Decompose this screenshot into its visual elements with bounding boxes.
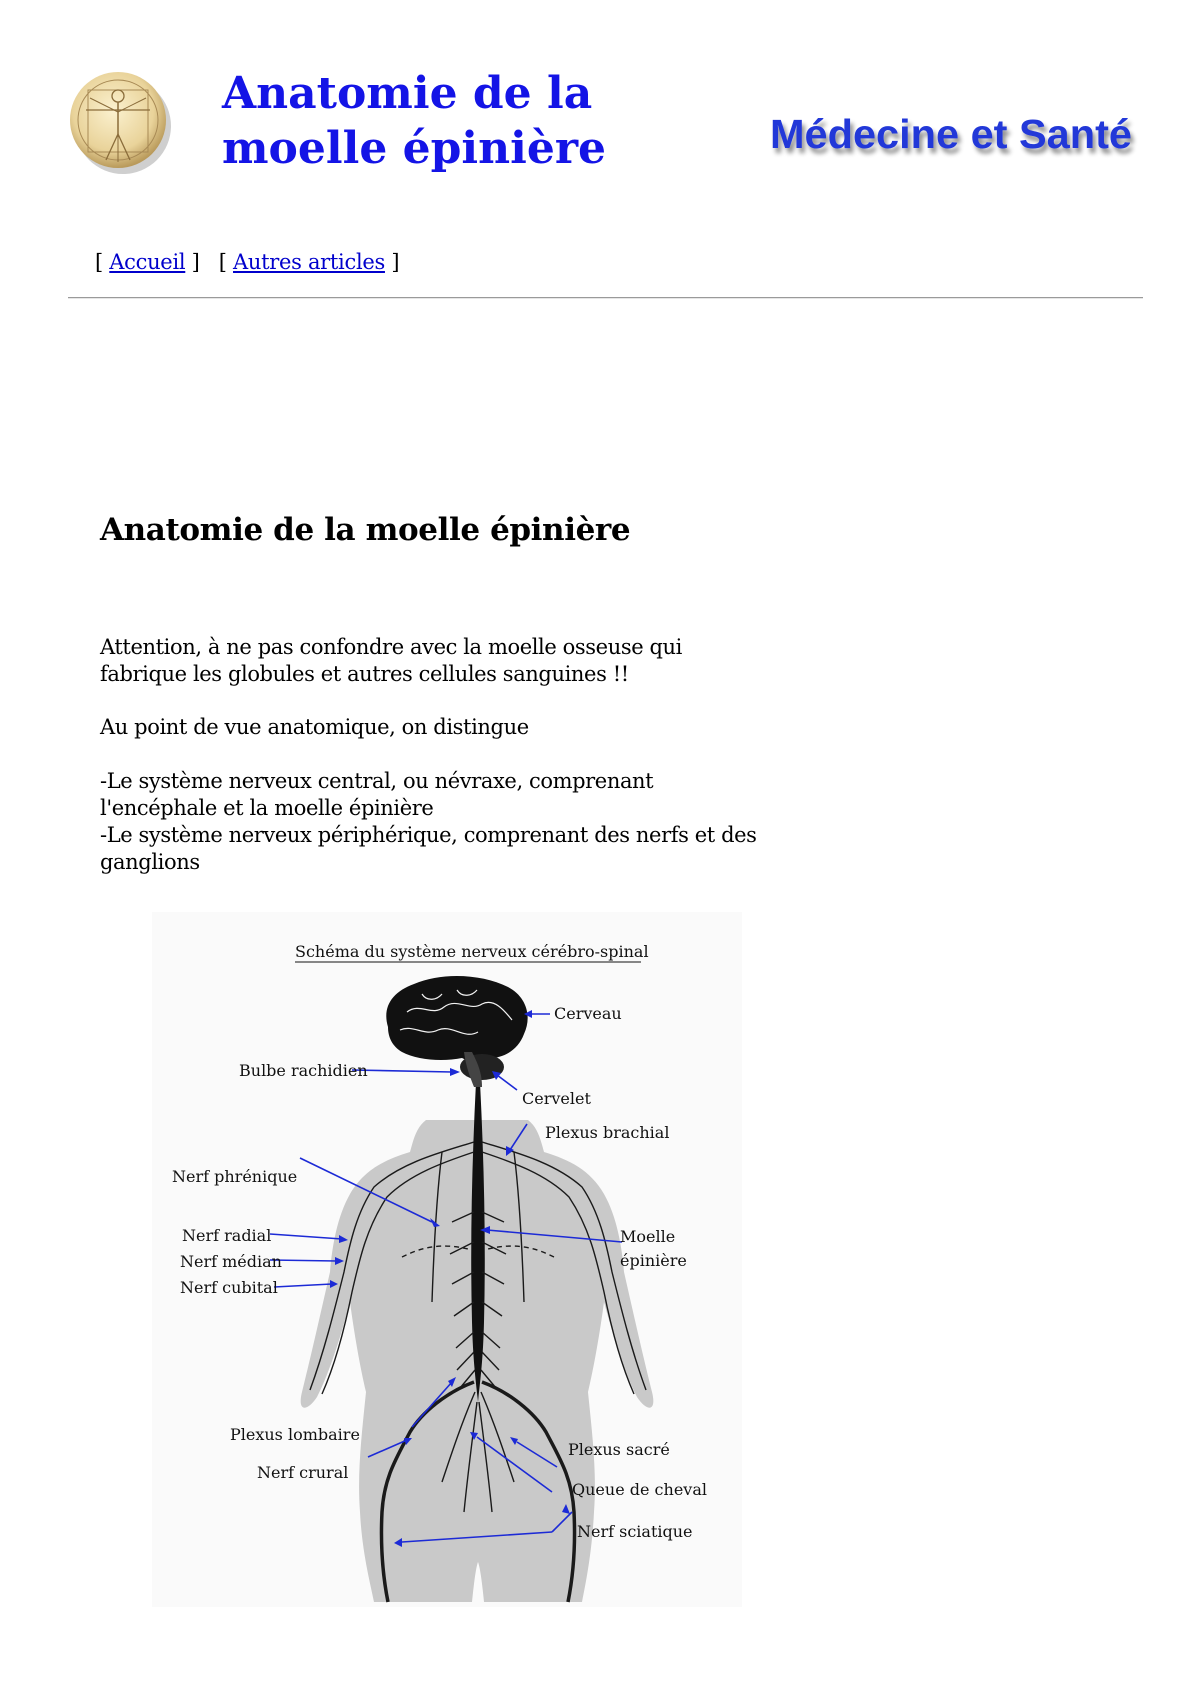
text-line: Attention, à ne pas confondre avec la moelle osseuse qui <box>100 635 682 659</box>
label-nerf-radial: Nerf radial <box>182 1226 272 1245</box>
label-epiniere: épinière <box>620 1251 687 1270</box>
horizontal-divider <box>68 297 1143 299</box>
text-line: -Le système nerveux central, ou névraxe, comprenant <box>100 769 654 793</box>
label-nerf-crural: Nerf crural <box>257 1463 349 1482</box>
label-nerf-cubital: Nerf cubital <box>180 1278 278 1297</box>
text-line: -Le système nerveux périphérique, comprenant des nerfs et des <box>100 823 757 847</box>
text-line: l'encéphale et la moelle épinière <box>100 796 434 820</box>
site-title-line1: Anatomie de la <box>222 68 593 119</box>
label-nerf-phrenique: Nerf phrénique <box>172 1167 298 1186</box>
label-moelle: Moelle <box>620 1227 676 1246</box>
label-nerf-median: Nerf médian <box>180 1252 282 1271</box>
article-title: Anatomie de la moelle épinière <box>100 512 631 548</box>
nav-link-accueil[interactable]: Accueil <box>109 250 186 274</box>
site-title-line2: moelle épinière <box>222 123 606 174</box>
label-nerf-sciatique: Nerf sciatique <box>577 1522 693 1541</box>
text-line: fabrique les globules et autres cellules sanguines !! <box>100 662 629 686</box>
nav-bar <box>95 250 399 274</box>
label-cervelet: Cervelet <box>522 1089 591 1108</box>
brand-text: Médecine et Santé <box>770 111 1132 157</box>
nav-link-autres-articles[interactable]: Autres articles <box>233 250 385 274</box>
paragraph-warning <box>100 634 820 688</box>
bracket-open: [ <box>218 250 227 274</box>
bracket-close: ] <box>391 250 400 274</box>
label-cerveau: Cerveau <box>554 1004 622 1023</box>
nervous-system-diagram <box>152 912 742 1607</box>
bracket-close: ] <box>191 250 200 274</box>
site-title <box>222 66 606 176</box>
bracket-open: [ <box>95 250 103 274</box>
figure-title: Schéma du système nerveux cérébro-spinal <box>295 942 649 961</box>
label-plexus-lombaire: Plexus lombaire <box>230 1425 360 1444</box>
brain-shape <box>386 976 527 1061</box>
paragraph-systems <box>100 768 820 876</box>
label-plexus-brachial: Plexus brachial <box>545 1123 670 1142</box>
label-queue-de-cheval: Queue de cheval <box>572 1480 707 1499</box>
vitruvian-man-icon <box>68 68 172 176</box>
label-plexus-sacre: Plexus sacré <box>568 1440 670 1459</box>
label-bulbe-rachidien: Bulbe rachidien <box>239 1061 368 1080</box>
paragraph-intro: Au point de vue anatomique, on distingue <box>100 715 529 739</box>
medecine-et-sante-logo <box>765 100 1145 170</box>
text-line: ganglions <box>100 850 200 874</box>
